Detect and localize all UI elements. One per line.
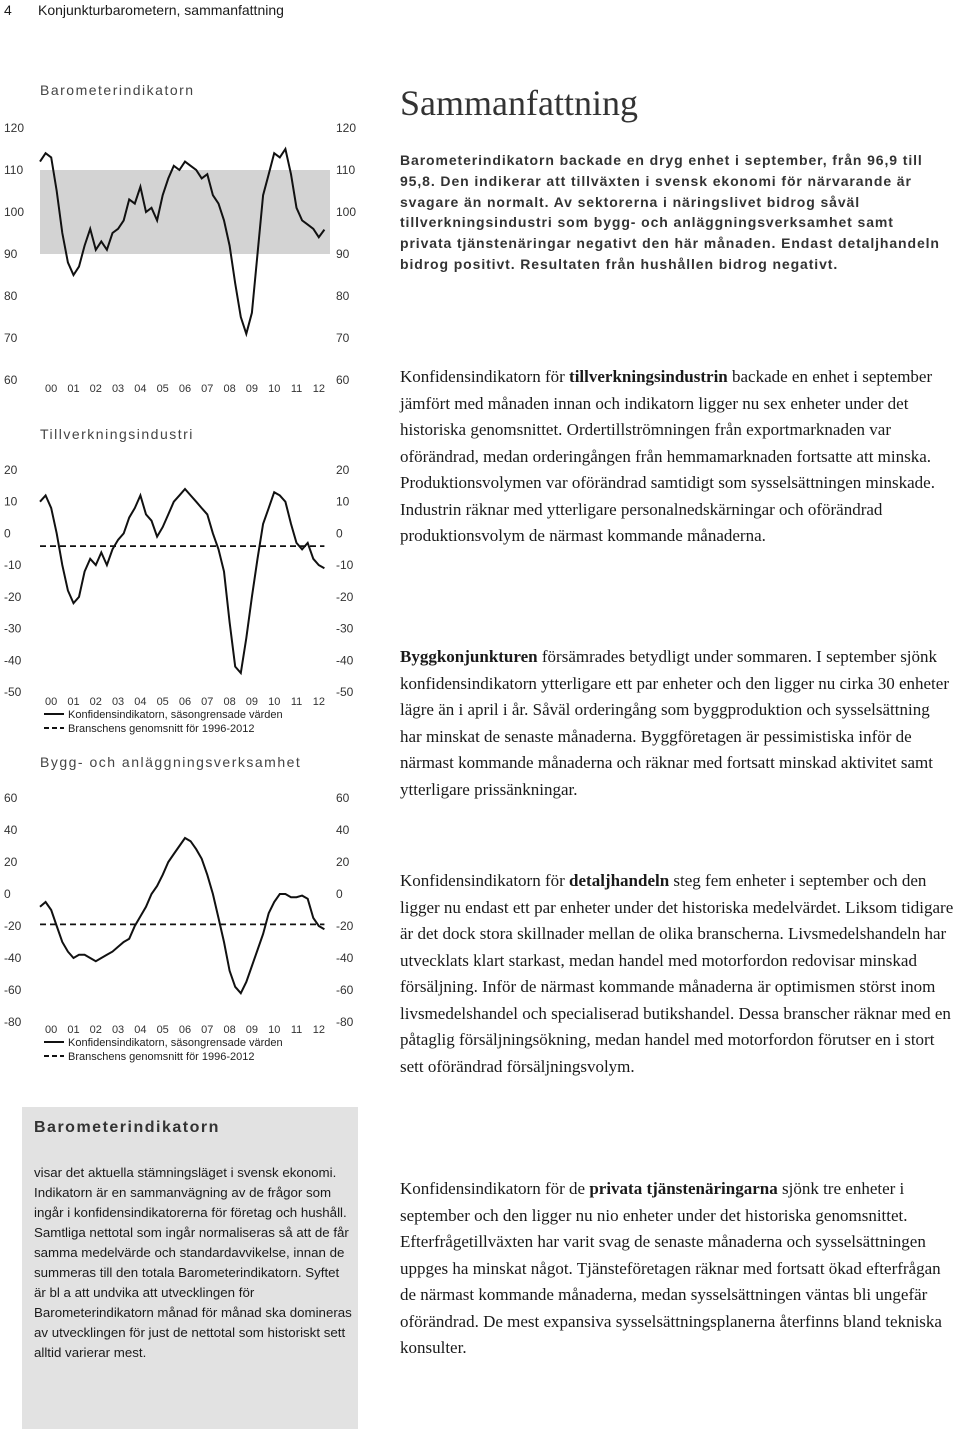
x-tick-label: 04 [134, 696, 147, 708]
y-tick-label-right: 70 [336, 331, 350, 345]
y-tick-label-left: -60 [4, 983, 22, 997]
x-tick-label: 07 [201, 696, 214, 708]
chart-bygg-och-anlaggning [0, 750, 380, 1080]
summary-lead: Barometerindikatorn backade en dryg enhet i september, från 96,9 till 95,8. Den indikerar att tillväxten i svensk ekonomi för närvarande är svagare än normalt. Av sektorerna i näringslivet bidrog såväl tillverkningsindustri som bygg- och anläggningsverksamhet samt privata tjänstenäringar negativt den här månaden. Endast detaljhandeln bidrog positivt. Resultaten från hushållen bidrog negativt. [400, 152, 940, 272]
paragraph-post: backade en enhet i september jämfört med månaden innan och indikatorn ligger nu sex enheter under det historiska genomsnittet. Ordertillströmningen från exportmarknaden var oförändrad, medan orderingången från hemmamarknaden fortsatte att minska. Produktionsvolymen var oförändrad samtidigt som sysselsättningen minskade. Industrin räknar med ytterligare personalnedskärningar och oförändrad produktionsvolym de närmast kommande månaderna. [400, 367, 935, 545]
x-tick-label: 10 [268, 696, 281, 708]
y-tick-label-left: 100 [4, 205, 25, 219]
y-tick-label-right: 40 [336, 823, 350, 837]
paragraph-keyword: detaljhandeln [569, 871, 670, 890]
x-tick-label: 12 [312, 1024, 325, 1036]
y-tick-label-right: -80 [336, 1015, 354, 1029]
paragraph-retail [400, 868, 955, 1080]
y-tick-label-right: 60 [336, 373, 350, 387]
summary-heading: Sammanfattning [400, 83, 638, 123]
page-number: 4 [4, 2, 12, 18]
legend-label: Konfidensindikatorn, säsongrensade värden [68, 1037, 283, 1049]
x-tick-label: 06 [178, 1024, 192, 1036]
y-tick-label-left: 0 [4, 887, 11, 901]
y-tick-label-left: 20 [4, 463, 18, 477]
x-tick-label: 08 [223, 383, 236, 395]
paragraph-keyword: privata tjänstenäringarna [589, 1179, 778, 1198]
y-tick-label-left: -80 [4, 1015, 22, 1029]
y-tick-label-left: -30 [4, 621, 22, 636]
info-box-title: Barometerindikatorn [34, 1119, 220, 1136]
x-tick-label: 03 [111, 1024, 125, 1036]
paragraph-post: sjönk tre enheter i september och den ligger nu nio enheter under det historiska genomsnittet. Efterfrågetillväxten har varit svag de senaste månaderna och sysselsättningen uppges ha minskat något. Tjänsteföretagen räknar med fortsatt ökad efterfrågan de närmast kommande månaderna, medan sysselsättningen väntas bli ungefär oförändrad. De mest expansiva sysselsättningsplanerna återfinns bland tekniska konsulter. [400, 1179, 942, 1357]
x-tick-label: 09 [245, 383, 259, 395]
info-box-text: visar det aktuella stämningsläget i svensk ekonomi. Indikatorn är en sammanvägning av de frågor som ingår i konfidensindikatorerna för företag och hushåll. Samtliga nettotal som ingår normaliseras så att de får samma medelvärde och standardavvikelse, innan de summeras till den totala Barometerindikatorn. Syftet är bl a att undvika att utvecklingen för Barometerindikatorn månad för månad ska domineras av utvecklingen för just de nettotal som historiskt sett alltid varierar mest. [34, 1165, 352, 1360]
x-tick-label: 05 [156, 1024, 169, 1036]
y-tick-label-left: -20 [4, 589, 22, 604]
x-tick-label: 00 [45, 696, 58, 708]
y-tick-label-right: 110 [336, 163, 356, 177]
y-tick-label-left: -10 [4, 558, 22, 573]
x-tick-label: 02 [89, 696, 102, 708]
x-tick-label: 11 [290, 383, 303, 395]
chart-title: Barometerindikatorn [40, 82, 195, 98]
paragraph-pre: Konfidensindikatorn för [400, 871, 570, 890]
y-tick-label-right: -60 [336, 983, 354, 997]
y-tick-label-right: -10 [336, 558, 354, 573]
chart-svg [0, 420, 380, 750]
y-tick-label-right: 90 [336, 247, 350, 261]
x-tick-label: 12 [312, 383, 325, 395]
x-tick-label: 05 [156, 383, 169, 395]
y-tick-label-left: 110 [4, 163, 24, 177]
x-tick-label: 00 [45, 1024, 58, 1036]
y-tick-label-right: 0 [336, 526, 343, 541]
x-tick-label: 00 [45, 383, 58, 395]
y-tick-label-left: 20 [4, 855, 18, 869]
chart-title: Bygg- och anläggningsverksamhet [40, 754, 302, 770]
series-line [40, 838, 324, 993]
y-tick-label-left: 80 [4, 289, 18, 303]
running-title: Konjunkturbarometern, sammanfattning [38, 2, 284, 18]
chart-barometerindikatorn [0, 80, 380, 410]
x-tick-label: 11 [290, 696, 303, 708]
series-line [40, 489, 324, 673]
y-tick-label-left: 60 [4, 791, 18, 805]
legend-label: Konfidensindikatorn, säsongrensade värden [68, 709, 283, 721]
paragraph-keyword: Byggkonjunkturen [400, 647, 538, 666]
x-tick-label: 04 [134, 1024, 147, 1036]
paragraph-post: steg fem enheter i september och den ligger nu endast ett par enheter under det historiska medelvärdet. Liksom tidigare är det dock stora skillnader mellan de olika branscherna. Livsmedelshandeln har utvecklats klart starkast, medan handel med motorfordon redovisar minskad försäljning. Inför de närmast kommande månaderna är optimismen störst inom livsmedelshandel och specialiserad butikshandel. Dessa branscher räknar med en påtaglig försäljningsökning, medan handel med motorfordon förutser en i stort sett oförändrad försäljningsvolym. [400, 871, 954, 1076]
x-tick-label: 11 [290, 1024, 303, 1036]
y-tick-label-left: 120 [4, 121, 25, 135]
x-tick-label: 01 [67, 1024, 80, 1036]
paragraph-industry [400, 364, 955, 550]
y-tick-label-left: 10 [4, 494, 18, 509]
y-tick-label-left: -20 [4, 919, 22, 933]
paragraph-pre: Konfidensindikatorn för [400, 367, 570, 386]
x-tick-label: 01 [67, 696, 80, 708]
legend-label: Branschens genomsnitt för 1996-2012 [68, 723, 255, 735]
x-tick-label: 12 [312, 696, 325, 708]
y-tick-label-right: -50 [336, 685, 354, 699]
x-tick-label: 01 [67, 383, 80, 395]
paragraph-pre: Konfidensindikatorn för de [400, 1179, 590, 1198]
y-tick-label-right: -30 [336, 621, 354, 636]
x-tick-label: 09 [245, 1024, 259, 1036]
y-tick-label-right: 0 [336, 887, 343, 901]
x-tick-label: 08 [223, 1024, 236, 1036]
y-tick-label-left: -40 [4, 951, 22, 965]
paragraph-construction [400, 644, 955, 803]
y-tick-label-right: 20 [336, 463, 350, 477]
y-tick-label-right: -40 [336, 951, 354, 965]
page-header [0, 0, 960, 20]
y-tick-label-right: -40 [336, 653, 354, 668]
y-tick-label-left: 90 [4, 247, 18, 261]
y-tick-label-right: -20 [336, 589, 354, 604]
y-tick-label-left: -50 [4, 685, 22, 699]
paragraph-services [400, 1176, 955, 1362]
x-tick-label: 02 [89, 383, 102, 395]
y-tick-label-right: -20 [336, 919, 354, 933]
y-tick-label-left: -40 [4, 653, 22, 668]
y-tick-label-right: 10 [336, 494, 350, 509]
reference-band [40, 170, 330, 254]
x-tick-label: 06 [178, 696, 192, 708]
x-tick-label: 07 [201, 383, 214, 395]
y-tick-label-left: 60 [4, 373, 18, 387]
y-tick-label-right: 120 [336, 121, 357, 135]
y-tick-label-left: 70 [4, 331, 18, 345]
paragraph-post: försämrades betydligt under sommaren. I september sjönk konfidensindikatorn ytterligare ett par enheter och den ligger nu cirka 30 enheter lägre än i april i år. Såväl orderingång som byggproduktion och sysselsättning har minskat de senaste månaderna. Byggföretagen är pessimistiska inför de närmast kommande månaderna och räknar med fortsatt minskad aktivitet samt ytterligare prissänkningar. [400, 647, 949, 799]
y-tick-label-left: 0 [4, 526, 11, 541]
x-tick-label: 04 [134, 383, 147, 395]
x-tick-label: 09 [245, 696, 259, 708]
y-tick-label-right: 60 [336, 791, 350, 805]
info-box [22, 1107, 358, 1429]
chart-svg [0, 750, 380, 1080]
chart-title: Tillverkningsindustri [40, 426, 194, 442]
y-tick-label-right: 100 [336, 205, 357, 219]
legend-label: Branschens genomsnitt för 1996-2012 [68, 1051, 255, 1063]
x-tick-label: 06 [178, 383, 192, 395]
chart-svg [0, 80, 380, 410]
x-tick-label: 10 [268, 383, 281, 395]
x-tick-label: 07 [201, 1024, 214, 1036]
x-tick-label: 02 [89, 1024, 102, 1036]
y-tick-label-right: 20 [336, 855, 350, 869]
x-tick-label: 08 [223, 696, 236, 708]
y-tick-label-right: 80 [336, 289, 350, 303]
x-tick-label: 05 [156, 696, 169, 708]
y-tick-label-left: 40 [4, 823, 18, 837]
paragraph-keyword: tillverkningsindustrin [569, 367, 728, 386]
x-tick-label: 03 [111, 696, 125, 708]
chart-tillverkningsindustri [0, 420, 380, 750]
x-tick-label: 10 [268, 1024, 281, 1036]
x-tick-label: 03 [111, 383, 125, 395]
